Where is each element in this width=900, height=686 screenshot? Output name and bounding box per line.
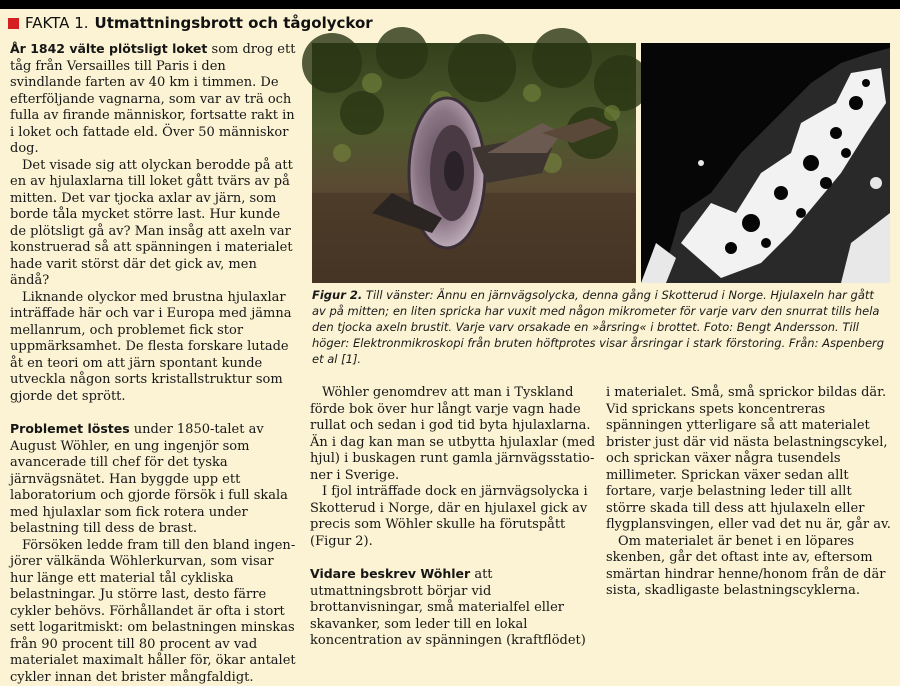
- figure-caption-text: Till vänster: Ännu en järnvägsolycka, denna gång i Skotterud i Norge. Hjulaxeln har gått av på mitten; en liten spricka har vuxit med någon mikrometer för varje varv den snurrat tills hela den tjocka axeln brustit. Varje varv orsakade en »årsring« i brottet. Foto: Bengt Andersson. Till höger: Elektronmikroskopi från bruten höftprotes visar årsringar i stark förstoring. Från: Aspenberg et al [1].: [312, 288, 884, 366]
- figure-caption: [312, 287, 890, 367]
- paragraph-lead: År 1842 välte plötsligt loket: [10, 41, 207, 56]
- paragraph-text: under 1850-talet av August Wöhler, en ung ingenjör som avancerade till chef för det tyska järnvägsnätet. Han byggde upp ett laboratorium och gjorde försök i full skala med hjulaxlar som fick rotera under belastning till dess de brast.: [10, 422, 288, 536]
- text-column-3: [606, 385, 892, 600]
- fact-box-header: [8, 12, 373, 34]
- microscopy-image: [641, 43, 890, 283]
- paragraph-lead: Vidare beskrev Wöhler: [310, 566, 470, 581]
- paragraph: [10, 41, 300, 158]
- paragraph: [10, 421, 300, 538]
- paragraph: Det visade sig att olyckan berodde på att en av hjulaxlarna till loket gått tvärs av på mitten. Det var tjocka axlar av järn, som borde tåla mycket större last. Hur kunde de plötsligt gå av? Man insåg att axeln var konstruerad så att spänningen i materialet hade varit störst där det gick av, men ändå?: [10, 158, 300, 290]
- paragraph: Wöhler genomdrev att man i Tyskland förde bok över hur långt varje vagn hade rullat och sedan i god tid byta hjulaxlarna. Än i dag kan man se utbytta hjulaxlar (med hjul) i buskagen runt gamla järnvägsstationer i Sverige.: [310, 385, 598, 484]
- fact-title: Utmattningsbrott och tågolyckor: [95, 14, 373, 32]
- top-bar: [0, 0, 900, 9]
- paragraph: I fjol inträffade dock en järnvägsolycka i Skotterud i Norge, där en hjulaxel gick av precis som Wöhler skulle ha förutspått (Figur 2).: [310, 484, 598, 550]
- paragraph: [310, 566, 598, 650]
- paragraph-text: som drog ett tåg från Versailles till Paris i den svindlande farten av 40 km i timmen. De efterföljande vagnarna, som var av trä och fulla av firande människor, fortsatte rakt in i loket och fattade eld. Över 50 människor dog.: [10, 42, 295, 156]
- paragraph: Försöken ledde fram till den bland ingenjörer välkända Wöhlerkurvan, som visar hur länge ett material tål cykliska belastningar. Ju större last, desto färre cykler behövs. Förhållandet är ofta i stort sett logaritmiskt: om belastningen minskas från 90 procent till 80 procent av vad materialet maximalt håller för, ökar antalet cykler innan det brister mångfaldigt.: [10, 538, 300, 686]
- fact-label: FAKTA 1.: [25, 14, 89, 32]
- text-column-2: [310, 385, 598, 650]
- paragraph-lead: Problemet löstes: [10, 421, 130, 436]
- text-column-1: [10, 41, 300, 686]
- paragraph: i materialet. Små, små sprickor bildas där. Vid sprickans spets koncentreras spänningen ytterligare så att materialet brister just där vid nästa belastningscykel, och sprickan växer några tusendels millimeter. Sprickan växer sedan allt fortare, varje belastning leder till allt större skada till dess att hjulaxeln eller flygplansvingen, eller vad det nu är, går av.: [606, 385, 892, 534]
- paragraph-text: att utmattningsbrott börjar vid brottanvisningar, små materialfel eller skavanker, som leder till en lokal koncentration av spänningen (kraftflödet): [310, 567, 586, 648]
- wheel-axle-photo: [312, 43, 636, 283]
- figure-label: Figur 2.: [312, 288, 362, 302]
- wheel-axle-image: [312, 43, 636, 283]
- electron-microscopy-photo: [641, 43, 890, 283]
- paragraph: Om materialet är benet i en löpares skenben, går det oftast inte av, eftersom smärtan hindrar henne/honom från de där sista, skadligaste belastningscyklerna.: [606, 534, 892, 600]
- red-square-icon: [8, 18, 19, 29]
- paragraph: Liknande olyckor med brustna hjulaxlar inträffade här och var i Europa med jämna mellanrum, och problemet fick stor uppmärksamhet. De flesta forskare lutade åt en teori om att järn spontant kunde utveckla någon sorts kristallstruktur som gjorde det sprött.: [10, 290, 300, 406]
